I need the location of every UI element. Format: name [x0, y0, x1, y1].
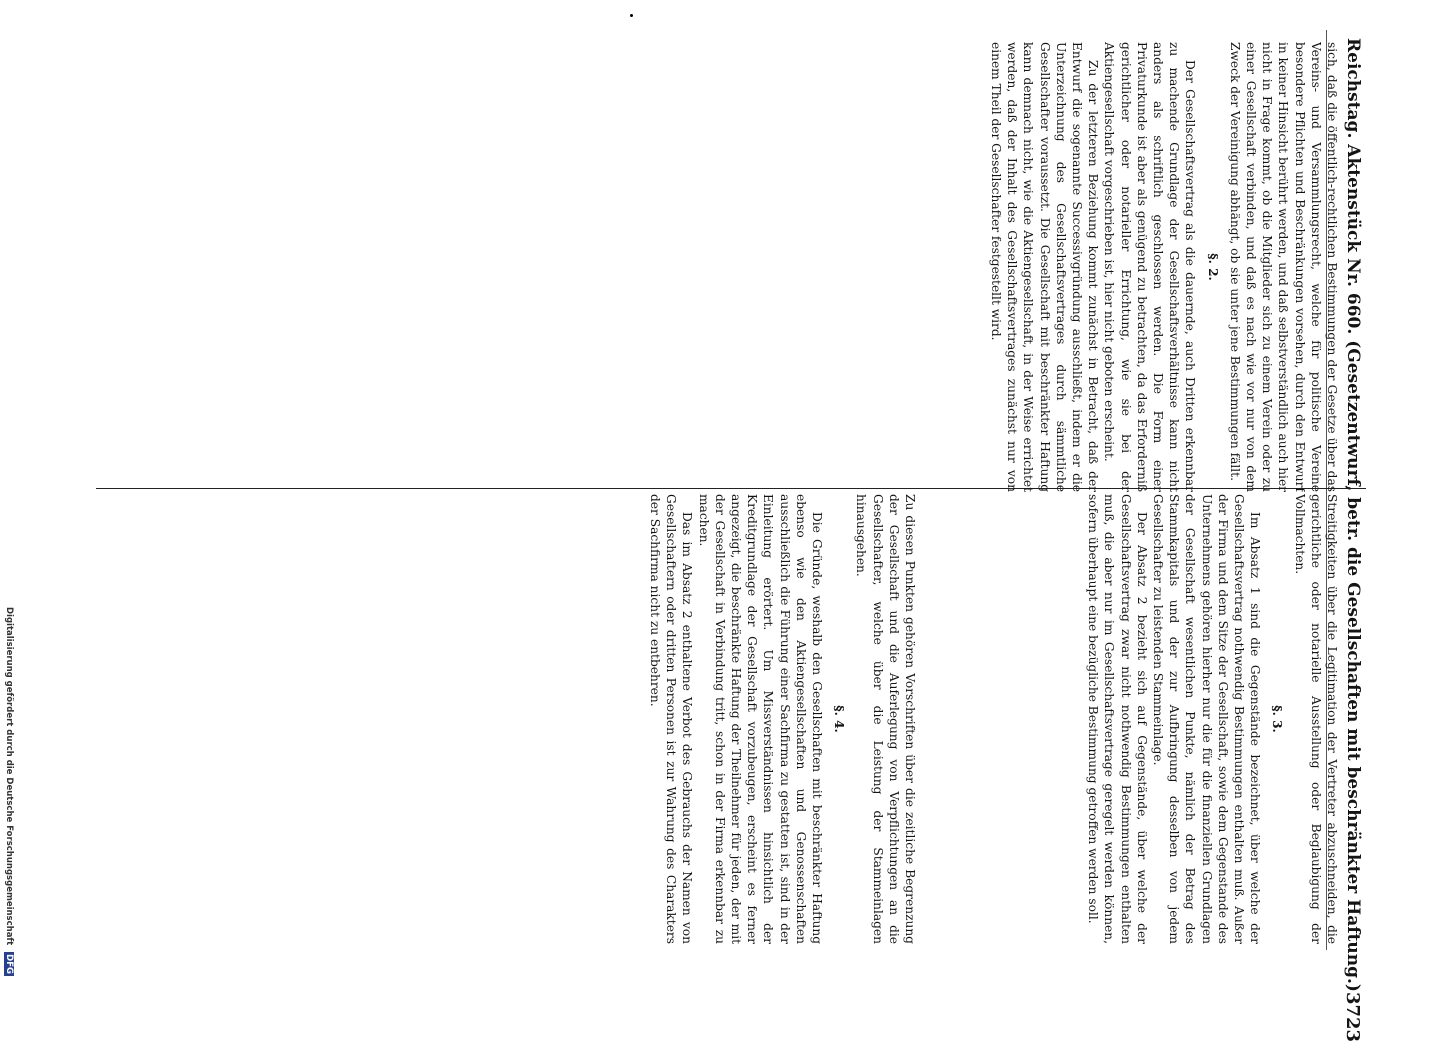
running-header	[1338, 38, 1368, 1042]
body-paragraph: Zu diesen Punkten gehören Vorschriften über die zeitliche Begrenzung der Gesellschaft und die Auferlegung von Verpflichtungen an die Gesellschafter, welche über die Leistung der Stammeinlagen hinausgehen.	[854, 494, 917, 944]
body-paragraph: Das im Absatz 2 enthaltene Verbot des Gebrauchs der Namen von Gesellschaftern oder dritten Personen ist zur Wahrung des Charakters der Sachfirma nicht zu entbehren.	[647, 494, 695, 944]
digitization-note: Digitalisierung gefördert durch die Deutsche Forschungsgemeinschaft	[4, 607, 14, 946]
section-heading: §. 4.	[832, 705, 847, 733]
body-paragraph: sich, daß die öffentlich-rechtlichen Bestimmungen der Gesetze über das Vereins- und Versammlungsrecht, welche für politische Vereine besondere Pflichten und Beschränkungen vorsehen, durch den Entwurf in keiner Hinsicht berührt werden, und daß selbstverständlich auch hier nicht in Frage kommt, ob die Mitglieder sich zu einem Verein oder zu einer Gesellschaft verbinden, und daß es nach wie vor nur von dem Zweck der Vereinigung abhängt, ob sie unter jene Bestimmungen fällt.	[1227, 42, 1339, 492]
dfg-logo: DFG	[4, 954, 14, 975]
body-paragraph: Zu der letzteren Beziehung kommt zunächst in Betracht, daß der Entwurf die sogenannte Successivgründung ausschließt, indem er die Unterzeichnung des Gesellschaftsvertrages durch sämmtliche Gesellschafter voraussetzt. Die Gesellschaft mit beschränkter Haftung kann demnach nicht, wie die Aktiengesellschaft, in der Weise errichtet werden, daß der Inhalt des Gesellschaftsvertrages zunächst nur von einem Theil der Gesellschafter festgestellt wird.	[988, 42, 1101, 492]
section-heading: §. 2.	[1205, 253, 1220, 281]
text-column-right-lower	[506, 494, 918, 944]
section-heading: §. 3.	[1270, 705, 1285, 733]
text-column-left	[940, 42, 1340, 492]
body-paragraph: Der Absatz 2 bezieht sich auf Gegenstände, über welche der Gesellschaftsvertrag zwar nicht nothwendig Bestimmungen enthalten muß, die aber nur im Gesellschaftsvertrage geregelt werden können, sofern überhaupt eine bezügliche Bestimmung getroffen werden soll.	[1086, 494, 1149, 944]
body-paragraph: Streitigkeiten über die Legitimation der Vertreter abzuschneiden, die gerichtliche oder notarielle Ausstellung oder Beglaubigung der Vollmachten.	[1292, 494, 1339, 944]
body-paragraph: Der Gesellschaftsvertrag als die dauernde, auch Dritten erkennbar zu machende Grundlage der Gesellschaftsverhältnisse kann nicht anders als schriftlich geschlossen werden. Die Form einer Privaturkunde ist aber als genügend zu betrachten, da das Erforderniß gerichtlicher oder notarieller Errichtung, wie sie bei der Aktiengesellschaft vorgeschrieben ist, hier nicht geboten erscheint.	[1102, 42, 1198, 492]
body-paragraph: Im Absatz 1 sind die Gegenstände bezeichnet, über welche der Gesellschaftsvertrag nothwendig Bestimmungen enthalten muß. Außer der Firma und dem Sitze der Gesellschaft, sowie dem Gegenstande des Unternehmens gehören hierher nur die für die finanziellen Grundlagen der Gesellschaft wesentlichen Punkte, nämlich der Betrag des Stammkapitals und der zur Aufbringung desselben von jedem Gesellschafter zu leistenden Stammeinlage.	[1150, 494, 1263, 944]
text-column-right-upper	[928, 494, 1340, 944]
digitization-credit	[0, 607, 14, 997]
page-number: 3723	[1342, 991, 1364, 1042]
body-paragraph: Die Gründe, weshalb den Gesellschaften mit beschränkter Haftung ebenso wie den Aktiengesellschaften und Genossenschaften ausschließlich die Führung einer Sachfirma zu gestatten ist, sind in der Einleitung erörtert. Um Missverständnissen hinsichtlich der Kreditgrundlage der Gesellschaft vorzubeugen, erscheint es ferner angezeigt, die beschränkte Haftung der Theilnehmer für jeden, der mit der Gesellschaft in Verbindung tritt, schon in der Firma erkennbar zu machen.	[696, 494, 824, 944]
ink-speck	[630, 14, 633, 17]
running-title: Reichstag. Aktenstück Nr. 660. (Gesetzentwurf, betr. die Gesellschaften mit beschränkter Haftung.)	[1343, 38, 1363, 992]
